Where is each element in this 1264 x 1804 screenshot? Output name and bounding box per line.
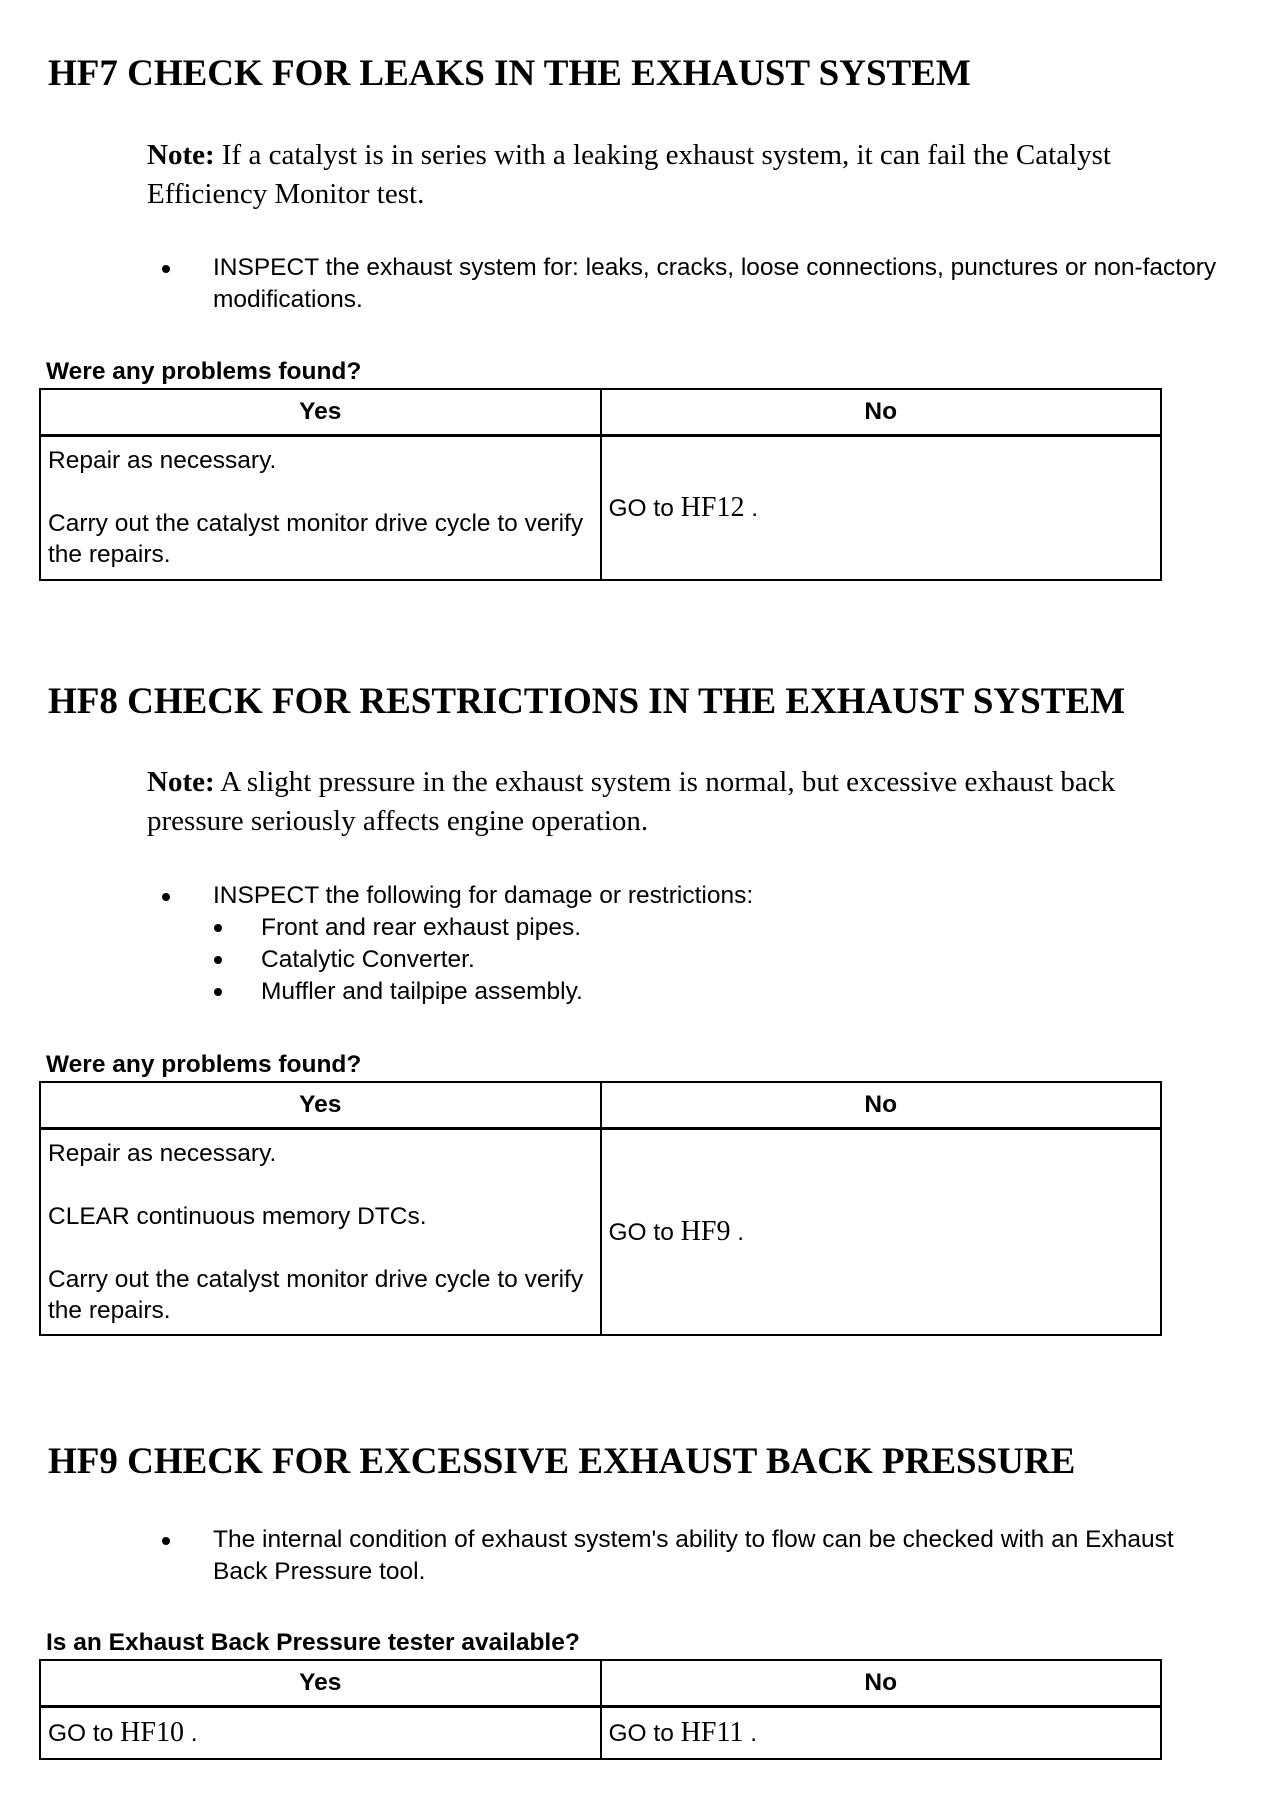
goto-prefix: GO to: [608, 1719, 674, 1747]
goto-suffix: .: [183, 1719, 198, 1747]
question: Were any problems found?: [46, 1051, 362, 1078]
goto-suffix: .: [730, 1218, 745, 1246]
yes-line: Repair as necessary.: [48, 447, 277, 475]
no-header: No: [601, 1660, 1162, 1707]
goto-suffix: .: [744, 494, 759, 522]
yes-line: Carry out the catalyst monitor drive cycle to verify the repairs.: [48, 510, 584, 569]
no-cell: [601, 1707, 1162, 1759]
note-label: Note:: [147, 139, 215, 171]
goto-link-hf10[interactable]: HF10: [120, 1716, 184, 1748]
bullet-list: [160, 252, 1220, 316]
note-text: A slight pressure in the exhaust system is normal, but excessive exhaust back pressure seriously affects engine operation.: [147, 766, 1116, 837]
goto-prefix: GO to: [48, 1719, 114, 1747]
goto-prefix: GO to: [608, 1218, 674, 1246]
sub-bullet-item: Muffler and tailpipe assembly.: [160, 976, 1220, 1008]
no-cell: [601, 436, 1162, 580]
bullet-text: INSPECT the following for damage or restrictions:: [213, 882, 754, 909]
yes-cell: [40, 436, 601, 580]
section-heading: HF7 CHECK FOR LEAKS IN THE EXHAUST SYSTEM: [48, 53, 971, 94]
yes-line: Carry out the catalyst monitor drive cycle to verify the repairs.: [48, 1265, 584, 1324]
goto-prefix: GO to: [608, 494, 674, 522]
question: Were any problems found?: [46, 358, 362, 385]
yes-header: Yes: [40, 1660, 601, 1707]
bullet-item: The internal condition of exhaust system's ability to flow can be checked with an Exhaust Back Pressure tool.: [160, 1524, 1220, 1588]
yes-cell: [40, 1707, 601, 1759]
note: [147, 136, 1207, 214]
bullet-item: INSPECT the exhaust system for: leaks, cracks, loose connections, punctures or non-factory modifications.: [160, 252, 1220, 316]
sub-bullet-item: Front and rear exhaust pipes.: [160, 912, 1220, 944]
note-text: If a catalyst is in series with a leaking exhaust system, it can fail the Catalyst Efficiency Monitor test.: [147, 139, 1111, 210]
note-label: Note:: [147, 766, 215, 798]
decision-table: [39, 388, 1162, 581]
section-heading: HF8 CHECK FOR RESTRICTIONS IN THE EXHAUST SYSTEM: [48, 681, 1126, 722]
sub-bullet-list: [160, 912, 1220, 1008]
decision-table: [39, 1659, 1162, 1760]
question: Is an Exhaust Back Pressure tester available?: [46, 1629, 580, 1656]
goto-link-hf12[interactable]: HF12: [680, 491, 745, 523]
no-cell: [601, 1129, 1162, 1335]
yes-header: Yes: [40, 389, 601, 436]
section-heading: HF9 CHECK FOR EXCESSIVE EXHAUST BACK PRESSURE: [48, 1441, 1076, 1482]
bullet-list: [160, 880, 1220, 912]
yes-line: Repair as necessary.: [48, 1139, 277, 1167]
yes-cell: [40, 1129, 601, 1335]
goto-suffix: .: [743, 1719, 758, 1747]
goto-link-hf9[interactable]: HF9: [680, 1215, 731, 1247]
yes-line: CLEAR continuous memory DTCs.: [48, 1202, 427, 1230]
yes-header: Yes: [40, 1082, 601, 1129]
bullet-item: [160, 880, 1220, 912]
decision-table: [39, 1081, 1162, 1336]
goto-link-hf11[interactable]: HF11: [680, 1716, 744, 1748]
note: [147, 763, 1207, 841]
bullet-list: [160, 1524, 1220, 1588]
no-header: No: [601, 1082, 1162, 1129]
no-header: No: [601, 389, 1162, 436]
sub-bullet-item: Catalytic Converter.: [160, 944, 1220, 976]
